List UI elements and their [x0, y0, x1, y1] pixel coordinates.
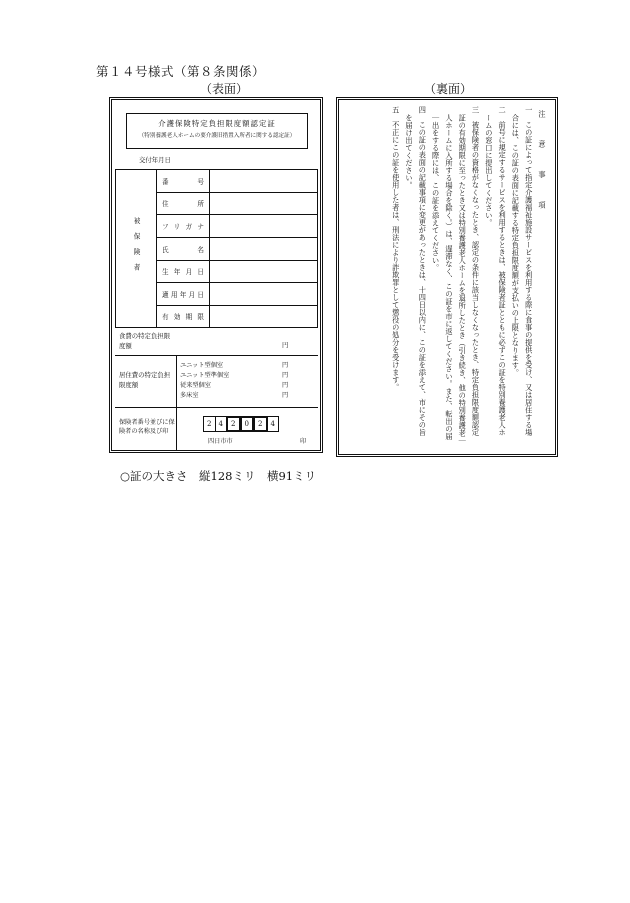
insurer-name: 四日市市 [208, 438, 233, 445]
insurer-digit: 2 [253, 416, 268, 432]
residence-limit-row [115, 355, 318, 408]
effective-date-value [210, 283, 318, 306]
food-limit-row [115, 327, 318, 356]
residence-unit: 円 [282, 372, 289, 379]
certificate-title: 介護保険特定負担限度額認定証 [158, 119, 276, 128]
residence-item: 多床室 [180, 392, 199, 399]
residence-unit: 円 [282, 382, 289, 389]
name-label: 氏名 [157, 237, 210, 260]
furigana-value [210, 215, 318, 238]
notes-heading: 注 意 事 項 [538, 110, 547, 217]
insured-label: 被保険者 [116, 170, 157, 328]
residence-limit-label: 居住費の特定負担限度額 [119, 371, 171, 389]
insurer-digit: 0 [240, 416, 255, 432]
certificate-back [336, 97, 558, 457]
issue-date-label: 交付年月日 [139, 156, 171, 164]
residence-unit: 円 [282, 362, 289, 369]
expiry-date-value [210, 305, 318, 328]
birth-date-label: 生年月日 [157, 260, 210, 283]
certificate-subtitle: （特別養護老人ホームの要介護旧措置入所者に関する認定証） [138, 133, 296, 139]
insurer-digit: 4 [215, 416, 228, 432]
note-item: 二 前号に規定するサービスを利用するときは、被保険者証とともに必ずこの証を特別養護老人ホ [498, 106, 508, 436]
address-label: 住所 [157, 192, 210, 215]
note-item: 三 被保険者の資格がなくなったとき、認定の条件に該当しなくなったとき、特定負担限度額認定 [471, 106, 481, 436]
food-limit-unit: 円 [282, 341, 289, 349]
residence-item: ユニット型個室 [180, 362, 224, 369]
name-value [210, 237, 318, 260]
note-continuation: 証の有効期限に至ったとき又は特別養護老人ホームを退所したとき（引き続き、他の特別養護老｜人ホームに入所する場合を除く。）は、遅滞なく、この証を市に返してください。また、転出の届｜出をする際には、この証を添えてください。 [431, 113, 468, 444]
insurer-digit: 2 [203, 416, 216, 432]
food-limit-label: 食費の特定負担限度額 [119, 332, 171, 350]
insurer-digit: 2 [226, 416, 241, 432]
front-side-label: （表面） [200, 82, 249, 96]
insurer-row [115, 407, 318, 451]
card-size-note: ○証の大きさ 縦128ミリ 横91ミリ [120, 469, 317, 483]
insured-number-value [210, 170, 318, 193]
insured-person-table [115, 169, 318, 328]
insurer-number-boxes [204, 416, 279, 432]
certificate-title-box [126, 113, 308, 149]
form-number-title: 第１４号様式（第８条関係） [96, 64, 266, 79]
note-continuation: 合には、この証の表面に記載する特定負担限度額が支払いの上限となります。 [511, 113, 521, 376]
certificate-front [109, 97, 323, 453]
birth-date-value [210, 260, 318, 283]
back-side-label: （裏面） [424, 82, 473, 96]
note-continuation: ームの窓口に提出してください。 [484, 113, 494, 226]
residence-item: 従来型個室 [180, 382, 211, 389]
expiry-date-label: 有効期限 [157, 305, 210, 328]
address-value [210, 192, 318, 215]
notes-text [389, 106, 549, 446]
seal-mark: 印 [300, 438, 307, 445]
furigana-label: フリガナ [157, 215, 210, 238]
insured-number-label: 番号 [157, 170, 210, 193]
insurer-label: 保険者番号並びに保険者の名称及び印 [119, 419, 175, 435]
effective-date-label: 適用年月日 [157, 283, 210, 306]
note-item: 一 この証によって指定介護福祉施設サービスを利用する際に食事の提供を受け、又は居住する場 [524, 106, 534, 436]
note-item: 五 不正にこの証を使用した者は、刑法により詐欺罪として懲役の処分を受けます。 [391, 106, 401, 391]
residence-item: ユニット型準個室 [180, 372, 230, 379]
note-item: 四 この証の表面の記載事項に変更があったときは、十四日以内に、この証を添えて、市にその旨 [418, 106, 428, 436]
note-continuation: を届け出てください。 [405, 113, 415, 189]
residence-unit: 円 [282, 392, 289, 399]
insurer-digit: 4 [267, 416, 280, 432]
